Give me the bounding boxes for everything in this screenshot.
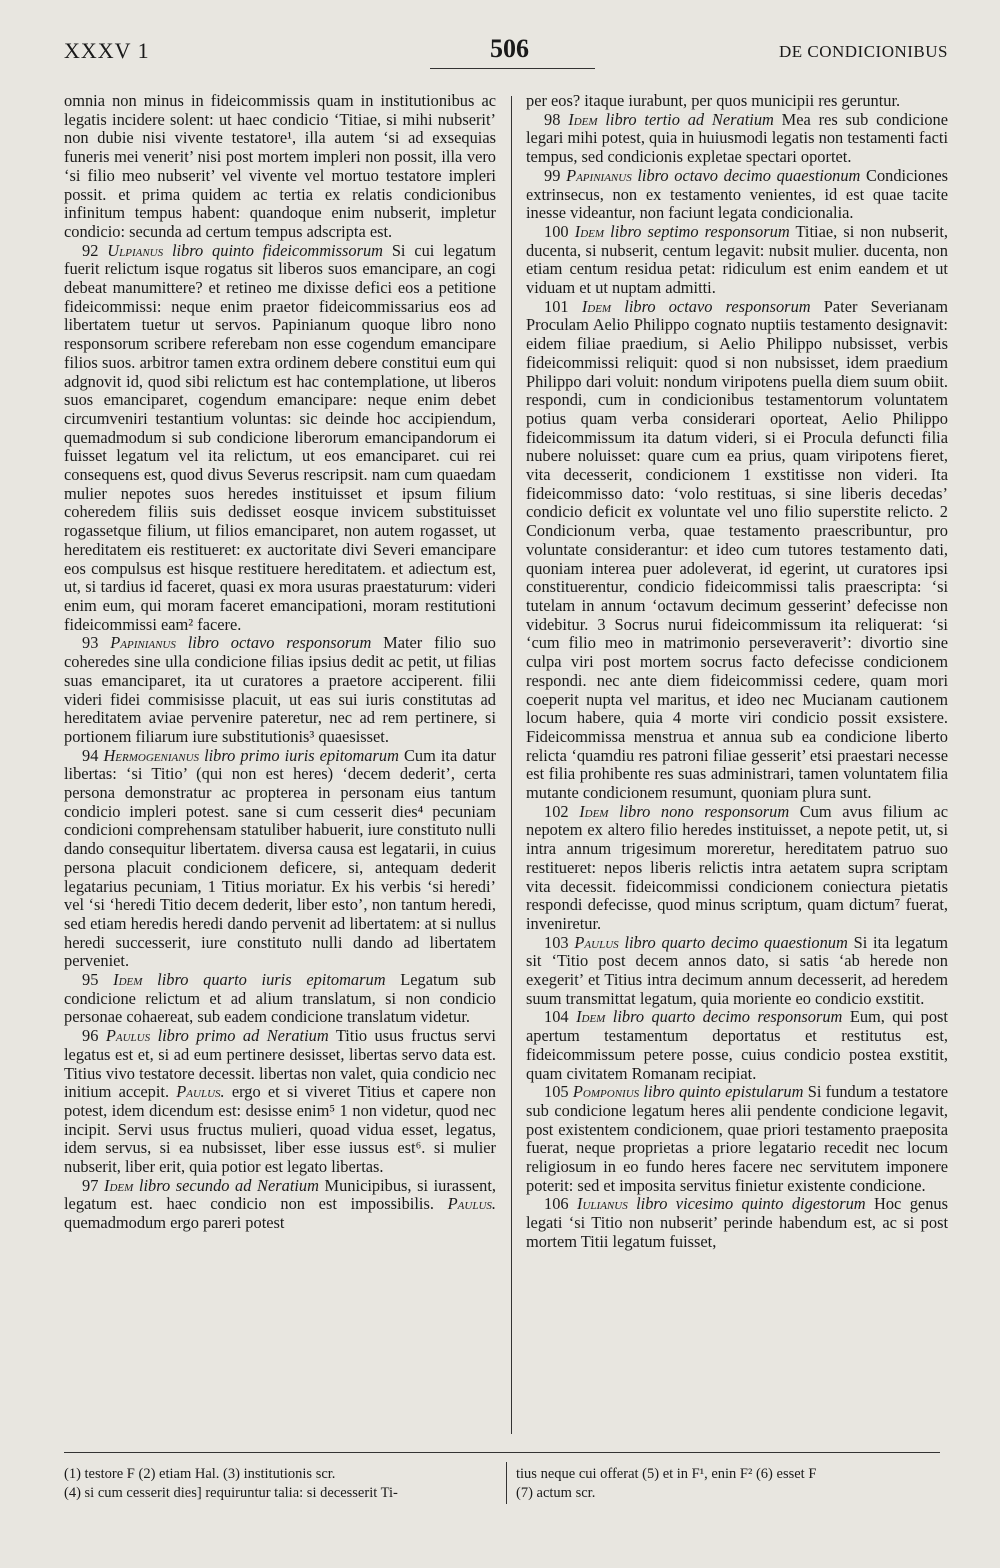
- fragment-98: [526, 111, 948, 167]
- fragment-number: 98: [544, 109, 561, 129]
- source-citation: libro octavo responsorum: [187, 633, 372, 653]
- page-number: 506: [490, 34, 529, 63]
- fragment-text: Cum avus filium ac nepotem ex altero filio heredes instituisset, a nepote petit, ut, si intra annum trigesimum moreretur, hereditatem patruo suo restitueret: nepos liberis relictis intra aetatem supra scriptam vita decessit. fideicommissi condicionem coniectura pietatis respondi defecisse, quod minus scriptum, quam dictum⁷ fuerat, inveniretur.: [526, 801, 948, 933]
- source-citation: libro quarto iuris epitomarum: [157, 970, 386, 990]
- column-divider: [511, 96, 512, 1434]
- jurist-name: Paulus.: [447, 1194, 496, 1214]
- paragraph: omnia non minus in fideicommissis quam in institutionibus ac legatis incidere solent: ut haec condicio ‘Titiae, si mihi nubserit’ non dubie nisi vivente testatore¹, illa autem ‘si ad exsequias funeris mei venerit’ nisi post mortem impleri non possit, illa vero ‘si filio meo nubserit’ vel vivente vel mortuo testatore impleri possit. et prima quidem ac tertia ex relatis condicionibus infinitum tempus habent: quandoque enim nubserit, impletur condicio: secunda ad certum tempus adscripta est.: [64, 91, 496, 241]
- jurist-name: Paulus: [105, 1026, 151, 1046]
- fragment-text: Condiciones extrinsecus, non ex testamento venientes, id est quae tacite inesse videantur, non faciunt legata condicionalia.: [526, 165, 948, 223]
- jurist-name: Iulianus: [577, 1194, 628, 1214]
- footnote-line: (4) si cum cesserit dies] requiruntur talia: si decesserit Ti-: [64, 1485, 398, 1501]
- jurist-name: Papinianus: [110, 633, 176, 653]
- footnote-line: (1) testore F (2) etiam Hal. (3) institutionis scr.: [64, 1466, 336, 1482]
- jurist-name: Paulus.: [176, 1082, 225, 1102]
- jurist-name: Ulpianus: [107, 240, 164, 260]
- footnote-line: tius neque cui offerat (5) et in F¹, enin F² (6) esset F: [516, 1466, 817, 1482]
- fragment-106: [526, 1195, 948, 1251]
- fragment-text: quemadmodum ergo pareri potest: [64, 1213, 285, 1233]
- fragment-text: ergo et si viveret Titius et capere non potest, idem dicendum est: desisse enim⁵ 1 non videtur, quod nec incipit. Servi usus fructus mulieri, quoad vidua esset, legatus, idem servus, si ea nubsisset, liber esse iussus est⁶. si mulier nubserit, liber erit, quia potior est legato libertas.: [64, 1082, 496, 1177]
- fragment-95: [64, 971, 496, 1027]
- source-citation: libro septimo responsorum: [610, 221, 790, 241]
- jurist-name: Pomponius: [572, 1082, 640, 1102]
- fragment-101: [526, 298, 948, 803]
- header-rule: [430, 68, 595, 69]
- running-head-right: DE CONDICIONIBUS: [778, 42, 948, 61]
- jurist-name: Paulus: [574, 932, 619, 952]
- footnote-divider: [506, 1462, 507, 1504]
- fragment-number: 104: [544, 1007, 569, 1027]
- fragment-number: 97: [82, 1175, 99, 1195]
- right-column: [526, 92, 948, 1252]
- fragment-number: 96: [82, 1026, 99, 1046]
- footnotes-left: [64, 1465, 504, 1503]
- fragment-number: 102: [544, 801, 569, 821]
- jurist-name: Idem: [581, 296, 612, 316]
- fragment-text: Titio usus fructus servi legatus est et, si ad eum pertinere desisset, libertas servo data est. Titius vivo testatore decessit. libertas non valet, quia condicio nec initium accepit.: [64, 1026, 496, 1102]
- fragment-text: Municipibus, si iurassent, legatum est. haec condicio non est impossibilis.: [64, 1175, 496, 1214]
- jurist-name: Idem: [113, 970, 143, 990]
- source-citation: libro primo iuris epitomarum: [204, 745, 399, 765]
- source-citation: libro octavo decimo quaestionum: [637, 165, 861, 185]
- fragment-text: Si cui legatum fuerit relictum isque rogatus sit liberos suos emancipare, an cogi debeat manumittere? et retineo me dixisse defici eos a petitione fideicommissi: neque enim praetor fideicommissarius eos ad libertatem tuetur ut servos. Papinianum quoque libro nono responsorum scribere referebam non esse cogendum emancipare filios suos. arbitror tamen extra ordinem debere constitui eum qui adgnovit id, quod sibi relictum est hac contemplatione, ut liberos suos emanciparet, cogendum emancipare: neque enim debet circumveniri testantium voluntas: sic deinde hoc accipiendum, quemadmodum si sub condicione liberorum emancipandorum ei fuisset legatum vel ita relictum, ut eos emanciparet. cui rei consequens est, quod divus Severus rescripsit. nam cum quaedam mulier nepotes suos heredes instituisset et ipsum filium coheredem filiis suis dedisset eosque invicem substituisset rogassetque filium, ut filios emanciparet, non autem rogasset, ut hereditatem eis restitueret: ex auctoritate divi Severi emancipare eos compulsus est hisque restituere hereditatem. et adiectum est, ut, si tardius id faceret, quasi ex mora usuras praestaturum: videri enim eum, qui moram faceret emancipationi, moram restitutioni fideicommissi eam² facere.: [64, 240, 496, 634]
- jurist-name: Idem: [104, 1175, 134, 1195]
- footnote-line: (7) actum scr.: [516, 1485, 596, 1501]
- fragment-number: 94: [82, 745, 99, 765]
- running-head-left: XXXV 1: [64, 38, 150, 63]
- fragment-93: [64, 634, 496, 746]
- source-citation: libro secundo ad Neratium: [138, 1175, 319, 1195]
- source-citation: libro nono responsorum: [619, 801, 790, 821]
- fragment-94: [64, 747, 496, 971]
- fragment-text: Pater Severianam Proculam Aelio Philippo cognato nuptiis testamento designavit: eidem filiae praedium, si Aelio Philippo nubsisset, verbis fideicommissi reliquit: quod si non nubsisset, idem praedium Philippo dari voluit: nondum viripotens puella diem suum obiit. respondi, cum in condicionibus testamentorum voluntatem potius quam verba considerari oporteat, Aelio Philippo fideicommissum ita datum videri, si ei Procula defuncti filia nubere noluisset: quare cum ea prius, quam viripotens fieret, vita decesserit, condicionem 1 exstitisse non videri. Ita fideicommisso dato: ‘volo restituas, si sine liberis decedas’ condicio deficit ex voluntate vel uno filio superstite relicto. 2 Condicionum verba, quae testamento praescribuntur, pro voluntate considerantur: et ideo cum tutores testamento dati, quoniam interea puer adoleverat, id egerint, ut curatores ipsi constituerentur, condicio fideicommissi talis praescripta: ‘si tutelam in annum ‘octavum decimum gesserint’ defecisse non videbitur. 3 Socrus nurui fideicommissum ita reliquerat: ‘si ‘cum filio meo in matrimonio perseveraverit’: divortio sine culpa viri post mortem socrus facto defecisse condicionem respondi. nec ante diem fideicommissi cedere, quam mori coeperit nupta vel maritus, et ideo nec Mucianam cautionem locum habere, quia 4 morte viri condicio possit exsistere. Fideicommissa menstrua et annua sub ea condicione liberto relicta ‘quamdiu res patroni filiae gesserit’ etsi praestari necesse est filia prohibente res suas administrari, tamen voluntatem filia mutante condicionem resumunt, quoniam plura sunt.: [526, 296, 949, 803]
- fragment-number: 99: [544, 165, 561, 185]
- fragment-text: Cum ita datur libertas: ‘si Titio’ (qui non est heres) ‘decem dederit’, certa persona demonstratur ac propterea in personam eius tantum condicio impleri potest. sane si cum cesserit dies⁴ pecuniam condicioni comprehensam statuliber habuerit, iure constituto nulli dando consequitur libertatem. diversa causa est legatarii, in cuius persona placuit condicionem deficere, si, antequam dederit legatarius pecuniam, 1 Titius moriatur. Ex his verbis ‘si heredi’ vel ‘si ‘heredi Titio decem dederit, liber esto’, non tantum heredi, sed etiam heredis heredi dando pervenit ad libertatem: at si nullus heredi successerit, iure constituto nulli dando ad libertatem perveniet.: [64, 745, 496, 971]
- fragment-92: [64, 242, 496, 635]
- fragment-text: Legatum sub condicione relictum et ad alium translatum, si non condicio personae cohaereat, sub eadem condicione translatum videtur.: [64, 970, 496, 1027]
- fragment-102: [526, 803, 948, 934]
- fragment-number: 100: [544, 221, 569, 241]
- fragment-number: 103: [544, 932, 569, 952]
- fragment-number: 93: [82, 633, 99, 653]
- fragment-number: 92: [82, 240, 99, 260]
- jurist-name: Hermogenianus: [103, 745, 200, 765]
- fragment-text: Mater filio suo coheredes sine ulla condicione filias ipsius dedit ac petit, ut filias suas emanciparet, ita ut curatores a praetore acciperent. filii videri fidei commisisse placuit, ut eas sui iuris constitutas ad hereditatem aviae pervenire pateretur, nec ad rem pertinere, si portionem filiarum iure substitutionis³ quaesisset.: [64, 633, 496, 746]
- left-column: [64, 92, 496, 1233]
- paragraph: per eos? itaque iurabunt, per quos municipii res geruntur.: [526, 91, 901, 110]
- fragment-text: Mea res sub condicione legari mihi potest, quia in huiusmodi legatis non testamenti facti tempus, sed condicionis expletae spectari oportet.: [526, 109, 948, 167]
- fragment-104: [526, 1008, 948, 1083]
- source-citation: libro quinto fideicommissorum: [171, 240, 383, 260]
- fragment-number: 95: [82, 970, 99, 990]
- fragment-105: [526, 1083, 948, 1195]
- fragment-97: [64, 1177, 496, 1233]
- jurist-name: Idem: [579, 801, 609, 821]
- source-citation: libro vicesimo quinto digestorum: [636, 1194, 866, 1214]
- jurist-name: Idem: [574, 221, 605, 241]
- fragment-text: Si fundum a testatore sub condicione legatum heres alii pendente condicione legavit, post existentem condicionem, quae priori testamento praeposita fuerat, neque proprietas a priore legatario recedit nec locum religiosum in eo fundo heres facere nec servitutem imponere poterit: sed et imposita servitus finietur existente condicione.: [526, 1082, 948, 1195]
- source-citation: libro octavo responsorum: [624, 296, 811, 316]
- fragment-103: [526, 934, 948, 1009]
- source-citation: libro quarto decimo responsorum: [612, 1007, 843, 1027]
- fragment-number: 101: [544, 296, 569, 316]
- source-citation: libro quarto decimo quaestionum: [624, 932, 848, 952]
- fragment-text: Si ita legatum sit ‘Titio post decem annos dato, si satis ‘ab herede non exegerit’ et Titius intra decimum annum decesserit, ad heredem suum transmittat legatum, quia moriente eo condicio exstitit.: [526, 932, 948, 1008]
- fragment-100: [526, 223, 948, 298]
- fragment-text: Hoc genus legati ‘si Titio non nubserit’ perinde habendum est, ac si post mortem Titii legatum fuisset,: [526, 1194, 948, 1251]
- fragment-number: 106: [544, 1194, 569, 1214]
- footnote-rule: [64, 1452, 940, 1453]
- fragment-number: 105: [544, 1082, 569, 1102]
- fragment-text: Titiae, si non nubserit, ducenta, si nubserit, centum legavit: nubsit mulier. ducenta, non etiam centum residua petat: ridiculum est enim eandem et ut viduam et ut nuptam admitti.: [526, 221, 948, 298]
- fragment-text: Eum, qui post apertum testamentum deportatus et restitutus est, fideicommissum petere posse, cuius condicio postea exstitit, quam civitatem Romanam recipiat.: [526, 1007, 948, 1083]
- source-citation: libro tertio ad Neratium: [605, 109, 774, 129]
- jurist-name: Idem: [576, 1007, 606, 1027]
- jurist-name: Papinianus: [566, 165, 632, 185]
- fragment-99: [526, 167, 948, 223]
- source-citation: libro quinto epistularum: [643, 1082, 804, 1102]
- fragment-96: [64, 1027, 496, 1177]
- footnotes-right: [516, 1465, 946, 1503]
- source-citation: libro primo ad Neratium: [157, 1026, 329, 1046]
- jurist-name: Idem: [568, 109, 598, 129]
